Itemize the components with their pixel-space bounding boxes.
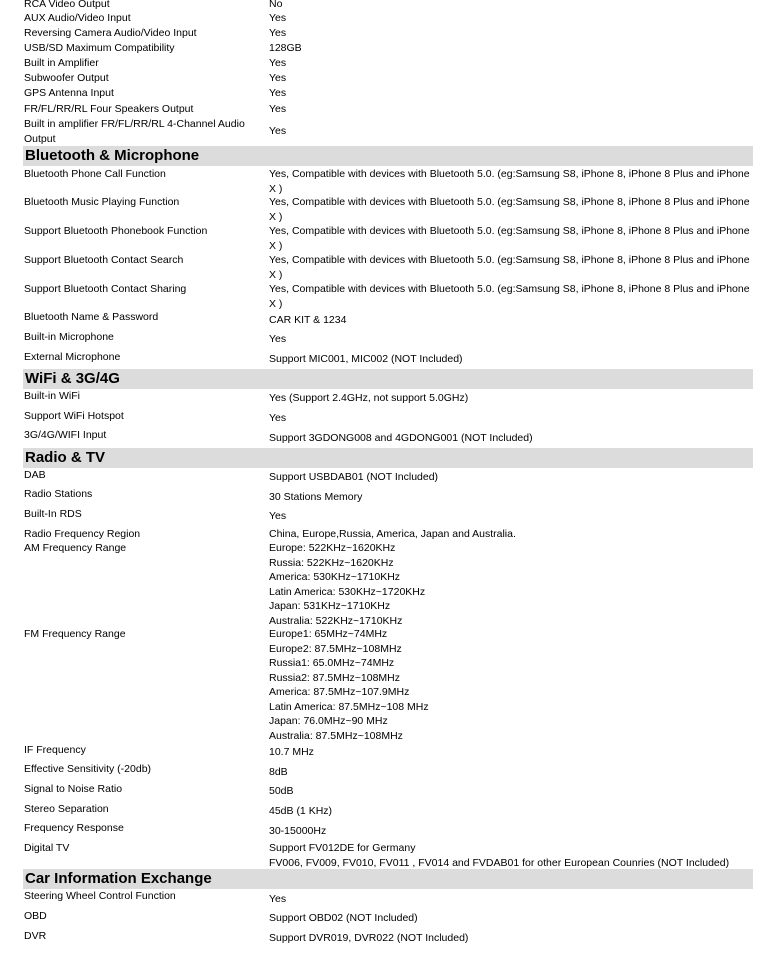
spec-value-list xyxy=(269,627,755,743)
spec-value: Yes, Compatible with devices with Bluetooth 5.0. (eg:Samsung S8, iPhone 8, iPhone 8 Plus and iPhone X ) xyxy=(269,225,750,252)
spec-label: GPS Antenna Input xyxy=(24,87,114,99)
spec-value: 30-15000Hz xyxy=(269,825,327,837)
spec-value: CAR KIT & 1234 xyxy=(269,314,347,326)
spec-label: Support WiFi Hotspot xyxy=(24,410,124,422)
spec-label: Subwoofer Output xyxy=(24,72,109,84)
spec-label: 3G/4G/WIFI Input xyxy=(24,429,107,441)
spec-label: AUX Audio/Video Input xyxy=(24,12,131,24)
spec-value: Support USBDAB01 (NOT Included) xyxy=(269,471,439,483)
spec-value: Yes xyxy=(269,103,287,115)
section-title: Car Information Exchange xyxy=(25,870,212,887)
spec-value: 30 Stations Memory xyxy=(269,491,363,503)
spec-value: Yes xyxy=(269,72,287,84)
spec-value: 128GB xyxy=(269,42,302,54)
fm-line: Latin America: 87.5MHz~108 MHz xyxy=(269,700,429,713)
spec-label: FM Frequency Range xyxy=(24,628,126,640)
spec-label: FR/FL/RR/RL Four Speakers Output xyxy=(24,103,194,115)
spec-label: Support Bluetooth Phonebook Function xyxy=(24,225,208,237)
spec-value: Yes xyxy=(269,333,287,345)
spec-label: Support Bluetooth Contact Search xyxy=(24,254,184,266)
am-line: Japan: 531KHz~1710KHz xyxy=(269,600,391,612)
spec-value: Yes, Compatible with devices with Bluetooth 5.0. (eg:Samsung S8, iPhone 8, iPhone 8 Plus and iPhone X ) xyxy=(269,196,750,223)
spec-value: 45dB (1 KHz) xyxy=(269,805,333,817)
spec-value: China, Europe,Russia, America, Japan and Australia. xyxy=(269,528,516,540)
spec-value: Yes, Compatible with devices with Bluetooth 5.0. (eg:Samsung S8, iPhone 8, iPhone 8 Plus and iPhone X ) xyxy=(269,254,750,281)
spec-label: Steering Wheel Control Function xyxy=(24,890,176,902)
spec-value: Yes xyxy=(269,27,287,39)
fm-line: Russia1: 65.0MHz~74MHz xyxy=(269,657,395,669)
section-title: Radio & TV xyxy=(25,449,106,466)
spec-value: Support DVR019, DVR022 (NOT Included) xyxy=(269,932,469,944)
spec-value: Support 3GDONG008 and 4GDONG001 (NOT Included) xyxy=(269,432,533,444)
spec-label: Built in amplifier FR/FL/RR/RL 4-Channel Audio Output xyxy=(24,118,245,145)
spec-value: Yes xyxy=(269,87,287,99)
spec-label: Reversing Camera Audio/Video Input xyxy=(24,27,197,39)
spec-label: OBD xyxy=(24,910,47,922)
spec-value: Yes xyxy=(269,412,287,424)
spec-label: Effective Sensitivity (-20db) xyxy=(24,763,152,775)
spec-label: Built-In RDS xyxy=(24,508,82,520)
spec-label: Radio Frequency Region xyxy=(24,528,141,540)
spec-label: USB/SD Maximum Compatibility xyxy=(24,42,175,54)
section-header-bluetooth xyxy=(23,146,753,166)
tv-line: FV006, FV009, FV010, FV011 , FV014 and FVDAB01 for other European Counries (NOT Included) xyxy=(269,856,730,869)
fm-line: Europe2: 87.5MHz~108MHz xyxy=(269,642,402,655)
spec-label: Signal to Noise Ratio xyxy=(24,783,123,795)
spec-value: Yes (Support 2.4GHz, not support 5.0GHz) xyxy=(269,392,469,404)
spec-value: Support MIC001, MIC002 (NOT Included) xyxy=(269,353,463,365)
section-header-radio xyxy=(23,448,753,468)
spec-value: 8dB xyxy=(269,766,288,778)
spec-label: Built-in Microphone xyxy=(24,331,114,343)
spec-value: 50dB xyxy=(269,785,294,797)
spec-label: Built in Amplifier xyxy=(24,57,99,69)
spec-value: 10.7 MHz xyxy=(269,746,314,758)
spec-label: Radio Stations xyxy=(24,488,93,500)
spec-label: DAB xyxy=(24,469,46,481)
tv-line: Support FV012DE for Germany xyxy=(269,842,416,854)
spec-label: Digital TV xyxy=(24,842,70,854)
spec-value: No xyxy=(269,0,283,10)
spec-label: Bluetooth Phone Call Function xyxy=(24,168,166,180)
fm-line: Australia: 87.5MHz~108MHz xyxy=(269,729,403,742)
spec-value-list xyxy=(269,841,755,870)
spec-label: Frequency Response xyxy=(24,822,124,834)
spec-label: Built-in WiFi xyxy=(24,390,81,402)
fm-line: Japan: 76.0MHz~90 MHz xyxy=(269,715,388,727)
spec-value: Yes xyxy=(269,125,287,137)
am-line: Russia: 522KHz~1620KHz xyxy=(269,556,394,569)
spec-label: Bluetooth Name & Password xyxy=(24,311,159,323)
spec-value-list xyxy=(269,541,755,628)
am-line: America: 530KHz~1710KHz xyxy=(269,571,401,583)
spec-label: AM Frequency Range xyxy=(24,542,127,554)
fm-line: Europe1: 65MHz~74MHz xyxy=(269,628,388,640)
spec-value: Yes xyxy=(269,893,287,905)
spec-label: Bluetooth Music Playing Function xyxy=(24,196,180,208)
section-header-car xyxy=(23,869,753,889)
spec-label: RCA Video Output xyxy=(24,0,110,10)
fm-line: Russia2: 87.5MHz~108MHz xyxy=(269,671,401,684)
spec-value: Yes, Compatible with devices with Bluetooth 5.0. (eg:Samsung S8, iPhone 8, iPhone 8 Plus and iPhone X ) xyxy=(269,168,750,195)
spec-label: IF Frequency xyxy=(24,744,86,756)
spec-label: Stereo Separation xyxy=(24,803,109,815)
spec-value: Yes xyxy=(269,510,287,522)
am-line: Latin America: 530KHz~1720KHz xyxy=(269,585,426,598)
spec-label: Support Bluetooth Contact Sharing xyxy=(24,283,187,295)
spec-value: Support OBD02 (NOT Included) xyxy=(269,912,418,924)
spec-label: DVR xyxy=(24,930,47,942)
section-header-wifi xyxy=(23,369,753,389)
am-line: Australia: 522KHz~1710KHz xyxy=(269,614,403,627)
section-title: Bluetooth & Microphone xyxy=(25,147,200,164)
spec-value: Yes xyxy=(269,12,287,24)
am-line: Europe: 522KHz~1620KHz xyxy=(269,542,396,554)
spec-value: Yes, Compatible with devices with Bluetooth 5.0. (eg:Samsung S8, iPhone 8, iPhone 8 Plus and iPhone X ) xyxy=(269,283,750,310)
spec-label: External Microphone xyxy=(24,351,121,363)
section-title: WiFi & 3G/4G xyxy=(25,370,120,387)
fm-line: America: 87.5MHz~107.9MHz xyxy=(269,686,410,698)
spec-value: Yes xyxy=(269,57,287,69)
